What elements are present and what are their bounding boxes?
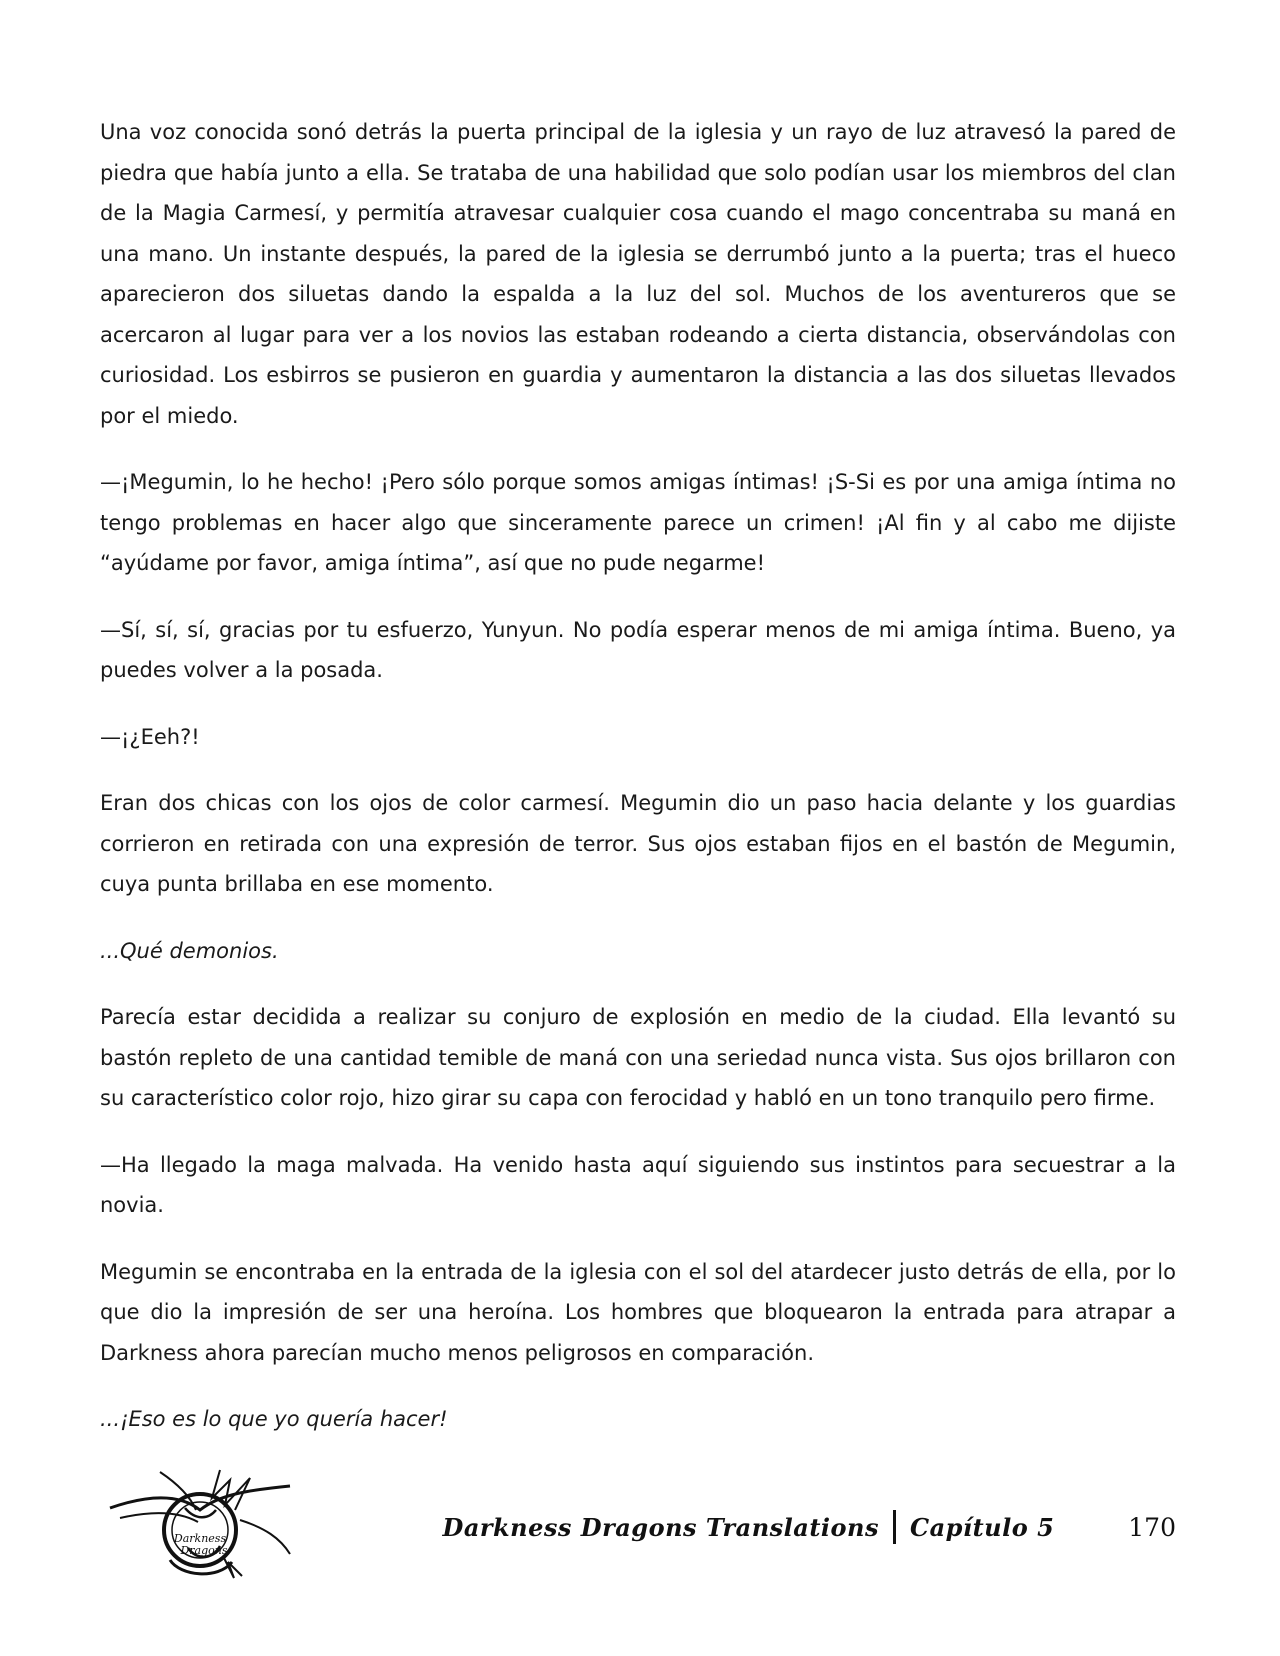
paragraph: Una voz conocida sonó detrás la puerta principal de la iglesia y un rayo de luz atravesó la pared de piedra que había junto a ella. Se trataba de una habilidad que solo podían usar los miembros del clan de la Magia Carmesí, y permitía atravesar cualquier cosa cuando el mago concentraba su maná en una mano. Un instante después, la pared de la iglesia se derrumbó junto a la puerta; tras el hueco aparecieron dos siluetas dando la espalda a la luz del sol. Muchos de los aventureros que se acercaron al lugar para ver a los novios las estaban rodeando a cierta distancia, observándolas con curiosidad. Los esbirros se pusieron en guardia y aumentaron la distancia a las dos siluetas llevados por el miedo. [100, 120, 1176, 428]
svg-text:Darkness: Darkness [173, 1532, 227, 1545]
paragraph: Parecía estar decidida a realizar su conjuro de explosión en medio de la ciudad. Ella levantó su bastón repleto de una cantidad temible de maná con una seriedad nunca vista. Sus ojos brillaron con su característico color rojo, hizo girar su capa con ferocidad y habló en un tono tranquilo pero firme. [100, 1005, 1176, 1110]
footer-divider [893, 1510, 896, 1544]
paragraph: —¡¿Eeh?! [100, 724, 200, 749]
italic-thought: ...Qué demonios. [100, 938, 279, 963]
chapter-label: Capítulo 5 [910, 1512, 1055, 1542]
page-footer [0, 1460, 1280, 1610]
translator-credit: Darkness Dragons Translations [442, 1512, 880, 1542]
page-number: 170 [1128, 1512, 1176, 1542]
paragraph: —Ha llegado la maga malvada. Ha venido hasta aquí siguiendo sus instintos para secuestrar a la novia. [100, 1152, 1176, 1217]
dragon-logo-icon [100, 1450, 300, 1590]
body-text [100, 112, 1176, 1466]
paragraph: Eran dos chicas con los ojos de color carmesí. Megumin dio un paso hacia delante y los guardias corrieron en retirada con una expresión de terror. Sus ojos estaban fijos en el bastón de Megumin, cuya punta brillaba en ese momento. [100, 791, 1176, 896]
footer-credit-line [443, 1510, 1176, 1544]
paragraph: —Sí, sí, sí, gracias por tu esfuerzo, Yunyun. No podía esperar menos de mi amiga íntima. Bueno, ya puedes volver a la posada. [100, 617, 1176, 682]
svg-text:Dragons: Dragons [180, 1544, 228, 1557]
paragraph: —¡Megumin, lo he hecho! ¡Pero sólo porque somos amigas íntimas! ¡S-Si es por una amiga íntima no tengo problemas en hacer algo que sinceramente parece un crimen! ¡Al fin y al cabo me dijiste “ayúdame por favor, amiga íntima”, así que no pude negarme! [100, 470, 1176, 575]
italic-thought: ...¡Eso es lo que yo quería hacer! [100, 1407, 448, 1431]
paragraph: Megumin se encontraba en la entrada de la iglesia con el sol del atardecer justo detrás de ella, por lo que dio la impresión de ser una heroína. Los hombres que bloquearon la entrada para atrapar a Darkness ahora parecían mucho menos peligrosos en comparación. [100, 1259, 1176, 1365]
